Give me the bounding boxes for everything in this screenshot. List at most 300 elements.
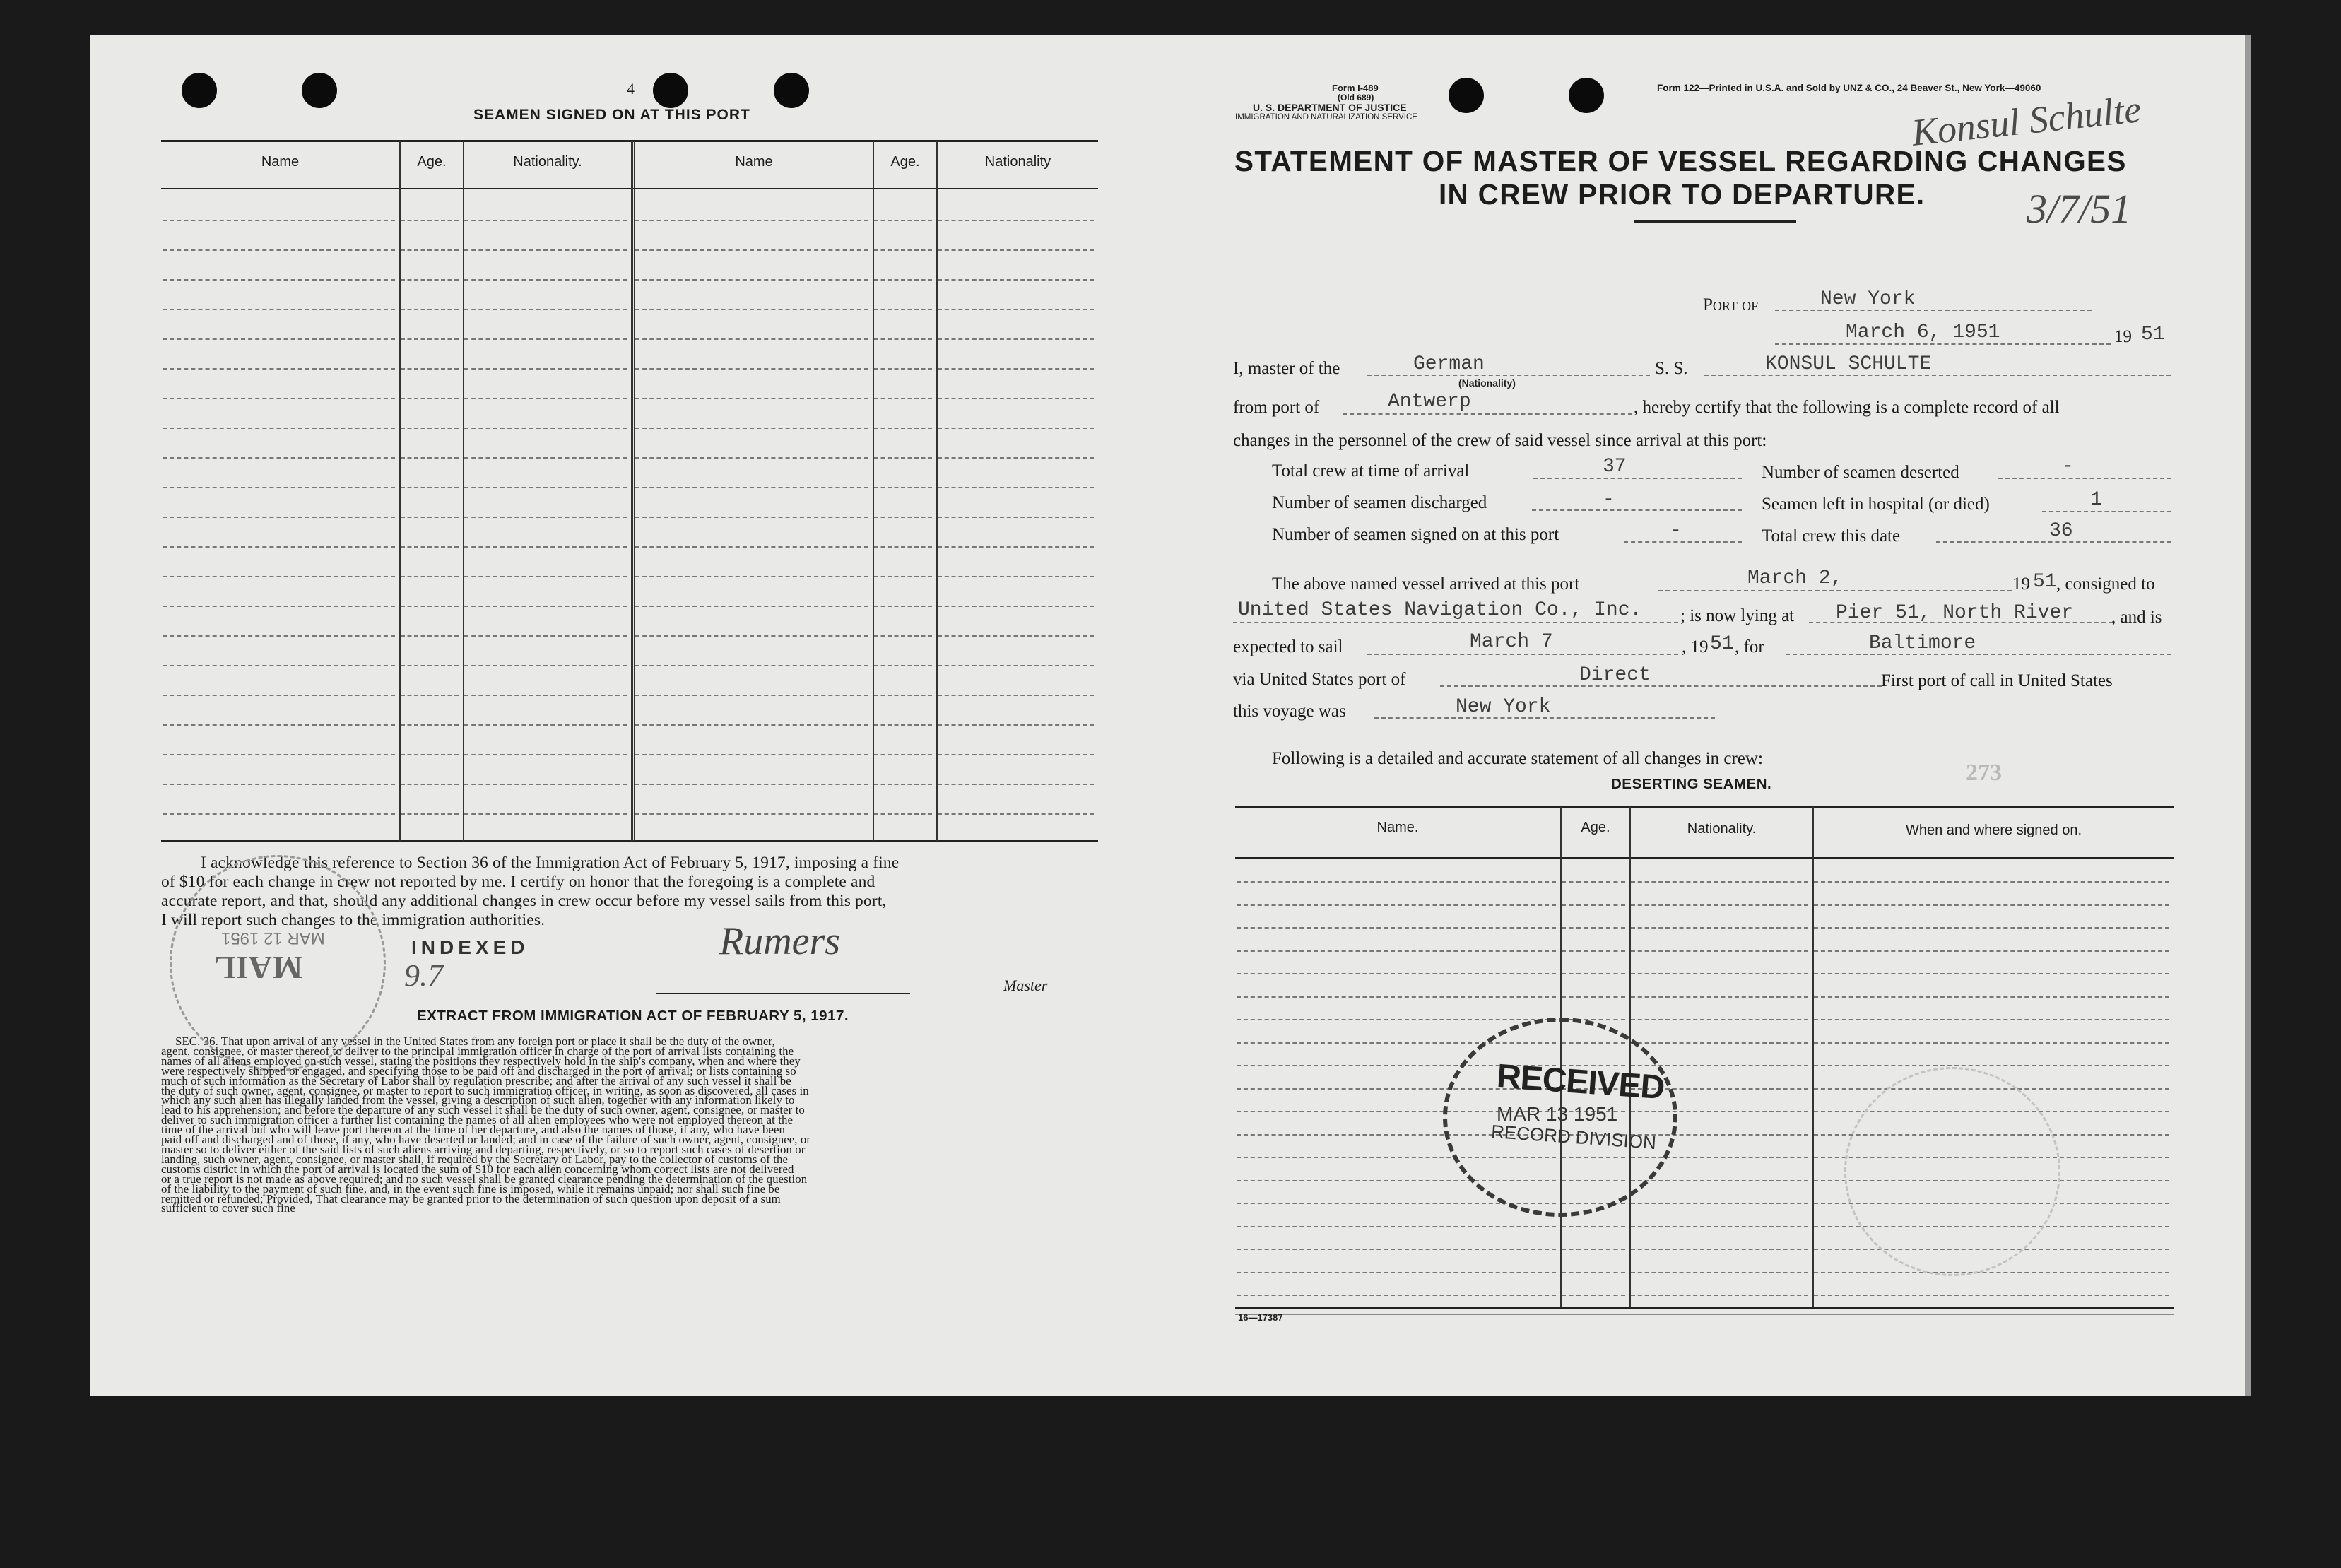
table-row-line [1562,904,1625,906]
extract-line: paid off and discharged and of those, if any, who have deserted or landed; and in case of the failure of such owner, agent, consignee, or [161,1133,811,1147]
deserting-col-signed-on: When and where signed on. [1905,823,2082,838]
table-row-line [401,546,459,548]
col-header-nationality: Nationality. [513,154,582,170]
table-row-line [1631,1042,1808,1044]
extract-line: remitted or refunded; Provided, That clearance may be granted prior to the determination of such question upon deposit of a sum [161,1191,781,1206]
table-row-line [1237,1295,1556,1296]
table-row-line [163,754,395,755]
table-row-line [938,754,1094,755]
extract-text [161,1034,1101,1215]
table-row-line [1814,904,2169,906]
received-stamp-title: RECEIVED [1495,1057,1665,1107]
nationality-caption: (Nationality) [1458,377,1516,389]
stat-hospital-label: Seamen left in hospital (or died) [1762,495,1990,514]
table-row-line [401,724,459,726]
table-row-line [635,220,868,221]
table-row-line [874,249,932,251]
table-row-line [1237,904,1556,906]
and-is-text: , and is [2111,608,2162,627]
col-divider [631,141,633,841]
table-row-line [163,635,395,637]
table-row-line [401,338,459,340]
table-row-line [464,428,627,429]
footer-code: 16—17387 [1238,1312,1283,1323]
stat-discharged-value[interactable]: - [1603,489,1615,511]
table-row-line [1562,881,1625,883]
stat-total-arrival-label: Total crew at time of arrival [1272,461,1470,481]
table-row-line [1814,1065,2169,1066]
indexed-mark: 9.7 [404,958,443,993]
service: IMMIGRATION AND NATURALIZATION SERVICE [1235,113,1417,122]
table-row-line [163,457,395,459]
table-row-line [874,279,932,281]
received-stamp [1443,1018,1677,1217]
col-header-nationality: Nationality [984,154,1051,170]
table-row-line [1631,1226,1808,1227]
table-row-line [874,546,932,548]
extract-line: customs district in which the port of arrival is located the sum of $10 for each alien concerning whom correct lists are not delivered [161,1162,794,1176]
extract-title: EXTRACT FROM IMMIGRATION ACT OF FEBRUARY 5, 1917. [417,1008,849,1024]
extract-line: time of the arrival but who will leave port thereon at the time of her departure, and also the names of those, if any, who have been [161,1123,786,1137]
stat-signed-on-label: Number of seamen signed on at this port [1272,525,1559,544]
table-row-line [938,635,1094,637]
table-row-line [1814,1019,2169,1020]
table-row-line [874,695,932,696]
expected-year[interactable]: 51 [1710,633,1734,655]
certify-text: , hereby certify that the following is a complete record of all [1634,398,2060,417]
table-row-line [1562,1295,1625,1296]
table-row-line [938,546,1094,548]
extract-line: which any such alien has illegally landed from the vessel, giving a description of such alien, together with any information likely to [161,1093,795,1107]
table-row-line [874,517,932,518]
via-label: via United States port of [1233,670,1406,689]
table-row-line [1631,881,1808,883]
ss-label: S. S. [1655,359,1688,378]
extract-line: names of all aliens employed on such vessel, stating the positions they respectively hold in the ship's company, when and where they [161,1054,801,1068]
table-row-line [635,517,868,518]
table-row-line [938,784,1094,785]
table-row-line [464,635,627,637]
table-row-line [163,517,395,518]
table-row-line [1814,996,2169,998]
col-divider [936,141,938,841]
deserting-header-rule [1235,857,2174,859]
table-row-line [163,576,395,577]
acknowledge-line: accurate report, and that, should any additional changes in crew occur before my vessel sails from this port, [161,892,887,910]
table-row-line [401,220,459,221]
table-row-line [938,724,1094,726]
table-row-line [1814,1295,2169,1296]
master-label: Master [1003,977,1048,994]
table-row-line [464,487,627,488]
master-signature: Rumers [719,919,841,963]
acknowledge-line: I will report such changes to the immigration authorities. [161,911,546,929]
table-row-line [874,665,932,666]
port-value[interactable]: New York [1820,288,1916,310]
table-row-line [635,695,868,696]
stat-field-line [1998,478,2171,479]
table-row-line [1237,1272,1556,1273]
table-row-line [874,338,932,340]
table-row-line [938,398,1094,399]
table-row-line [635,249,868,251]
footer-rule [1235,1314,2174,1315]
table-row-line [401,457,459,459]
extract-line: of the liability to the payment of such fine, and, in the event such fine is imposed, while it remains unpaid; nor shall such fine be [161,1181,780,1196]
stat-total-arrival-value[interactable]: 37 [1603,456,1627,478]
date-value[interactable]: March 6, 1951 [1846,322,2000,343]
form-title-line2: IN CREW PRIOR TO DEPARTURE. [1439,178,1926,211]
table-row-line [401,368,459,370]
table-row-line [401,517,459,518]
handwritten-ship: Konsul Schulte [1909,88,2143,154]
table-row-line [1631,1272,1808,1273]
extract-line: master so to deliver either of the said lists of such aliens arriving and departing, respectively, or so to report such cases of desertion or [161,1142,806,1156]
table-row-line [874,635,932,637]
table-row-line [938,220,1094,221]
table-row-line [1237,1226,1556,1227]
expected-value[interactable]: March 7 [1470,631,1553,653]
table-row-line [635,368,868,370]
table-row-line [1631,904,1808,906]
for-field-line [1786,654,2171,655]
extract-line: landing, such owner, agent, consignee, or master shall, if required by the Secretary of Labor, pay to the collector of customs of the [161,1152,789,1166]
arrived-label: The above named vessel arrived at this port [1272,574,1580,594]
table-row-line [464,784,627,785]
mail-stamp-date: MAR 12 1951 [221,929,325,948]
consignee-field-line [1233,622,1678,623]
table-row-line [635,606,868,607]
table-row-line [938,665,1094,666]
arrived-year[interactable]: 51 [2033,571,2057,593]
col-header-name: Name [261,154,300,170]
from-port-field-line [1343,413,1632,415]
table-row-line [874,368,932,370]
port-label: Port of [1703,295,1759,314]
table-row-line [938,368,1094,370]
table-row-line [874,428,932,429]
for-value[interactable]: Baltimore [1869,632,1976,654]
table-row-line [635,338,868,340]
arrived-field-line [1658,590,2012,591]
table-row-line [401,487,459,488]
table-row-line [1237,927,1556,929]
table-row-line [163,695,395,696]
table-row-line [401,754,459,755]
table-row-line [1631,1249,1808,1250]
punch-hole [182,73,217,108]
stat-hospital-value[interactable]: 1 [2090,489,2102,511]
title-underline [1634,220,1796,223]
table-row-line [464,457,627,459]
table-row-line [635,754,868,755]
table-row-line [1237,950,1556,952]
table-row-line [401,665,459,666]
table-row-line [163,398,395,399]
table-row-line [163,724,395,726]
ship-value[interactable]: KONSUL SCHULTE [1765,353,1932,375]
table-row-line [635,279,868,281]
arrived-value[interactable]: March 2, [1747,567,1843,589]
first-port-label: First port of call in United States [1881,671,2113,690]
table-row-line [401,398,459,399]
table-row-line [163,487,395,488]
table-row-line [874,309,932,310]
extract-line: lead to his apprehension; and before the departure of any such vessel it shall be the duty of such owner, agent, consignee, or master to [161,1103,805,1117]
table-row-line [1814,1042,2169,1044]
table-row-line [1814,927,2169,929]
stamped-number: 273 [1966,760,2002,786]
date-year-prefix: 19 [2114,327,2132,346]
table-row-line [938,487,1094,488]
table-row-line [635,487,868,488]
table-row-line [938,695,1094,696]
nationality-value[interactable]: German [1413,353,1485,375]
received-stamp-division: RECORD DIVISION [1490,1120,1657,1154]
table-row-line [635,635,868,637]
col-header-age: Age. [417,154,447,170]
this-voyage-label: this voyage was [1233,702,1346,721]
consigned-label: , consigned to [2056,574,2155,594]
this-voyage-value[interactable]: New York [1456,696,1551,718]
table-row-line [635,784,868,785]
table-row-line [464,606,627,607]
table-row-line [874,784,932,785]
stat-deserted-label: Number of seamen deserted [1762,463,1959,482]
table-row-line [635,813,868,815]
handwritten-date: 3/7/51 [2027,186,2132,232]
table-row-line [464,338,627,340]
table-row-line [163,309,395,310]
punch-hole [774,73,809,108]
table-row-line [464,813,627,815]
stat-deserted-value[interactable]: - [2062,456,2074,478]
table-row-line [163,249,395,251]
stat-total-date-value[interactable]: 36 [2049,520,2073,542]
master-prefix: I, master of the [1233,359,1340,378]
table-row-line [635,398,868,399]
table-row-line [938,249,1094,251]
stat-signed-on-value[interactable]: - [1670,520,1682,542]
table-row-line [401,309,459,310]
table-row-line [874,724,932,726]
table-row-line [1631,1019,1808,1020]
expected-year-prefix: , 19 [1682,637,1709,656]
table-row-line [1814,973,2169,974]
from-port-value[interactable]: Antwerp [1388,391,1471,413]
table-row-line [1562,1272,1625,1273]
table-row-line [401,784,459,785]
table-row-line [635,724,868,726]
left-title: SEAMEN SIGNED ON AT THIS PORT [473,107,750,123]
table-row-line [401,813,459,815]
table-row-line [163,813,395,815]
table-row-line [938,457,1094,459]
punch-hole [302,73,337,108]
stat-field-line [2042,511,2171,512]
acknowledge-line: of $10 for each change in crew not reported by me. I certify on honor that the foregoing is a complete and [161,873,875,891]
table-row-line [464,517,627,518]
table-row-line [635,309,868,310]
form-number: Form I-489 [1332,83,1379,93]
table-row-line [401,428,459,429]
consignee-value[interactable]: United States Navigation Co., Inc. [1238,599,1642,621]
table-row-line [1631,927,1808,929]
table-row-line [464,398,627,399]
table-row-line [938,428,1094,429]
table-row-line [464,220,627,221]
table-row-line [1237,973,1556,974]
punch-hole [653,73,688,108]
table-row-line [1237,1249,1556,1250]
printer-note: Form 122—Printed in U.S.A. and Sold by UNZ & CO., 24 Beaver St., New York—49060 [1657,83,2041,93]
mail-stamp-text: MAIL [214,950,303,986]
extract-line: or a true report is not made as above required; and no such vessel shall be granted clearance pending the determination of the question [161,1172,808,1186]
indexed-stamp: INDEXED [411,936,529,958]
table-row-line [401,606,459,607]
table-row-line [1562,996,1625,998]
form-title-line1: STATEMENT OF MASTER OF VESSEL REGARDING CHANGES [1234,145,2127,177]
stat-field-line [1533,478,1742,479]
expected-field-line [1367,654,1678,655]
deserting-title: DESERTING SEAMEN. [1611,776,1772,792]
table-row-line [874,754,932,755]
changes-text: changes in the personnel of the crew of said vessel since arrival at this port: [1233,431,1767,450]
via-field-line [1440,685,1882,687]
table-row-line [1631,1295,1808,1296]
table-row-line [401,635,459,637]
table-row-line [163,606,395,607]
col-divider [399,141,401,841]
nationality-field-line [1367,375,1650,376]
arrived-year-prefix: 19 [2012,574,2030,594]
table-row-line [163,279,395,281]
table-row-line [874,457,932,459]
extract-line: agent, consignee, or master thereof to deliver to the principal immigration officer in charge of the port of arrival lists containing the [161,1044,794,1058]
table-row-line [1562,950,1625,952]
table-row-line [163,546,395,548]
deserting-col-name: Name. [1376,820,1419,835]
table-row-line [464,368,627,370]
date-field-line [1775,343,2111,345]
deserting-col-age: Age. [1581,820,1610,835]
table-row-line [464,309,627,310]
table-row-line [464,279,627,281]
table-row-line [464,754,627,755]
extract-line: sufficient to cover such fine [161,1201,295,1215]
extract-line: SEC. 36. That upon arrival of any vessel in the United States from any foreign port or place it shall be the duty of the owner, [175,1034,775,1048]
table-bottom-rule [161,840,1098,842]
table-row-line [938,813,1094,815]
table-row-line [464,546,627,548]
table-row-line [401,279,459,281]
via-value[interactable]: Direct [1579,664,1651,686]
faint-stamp [1844,1067,2060,1276]
col-divider [873,141,874,841]
table-row-line [1237,1019,1556,1020]
table-row-line [464,724,627,726]
table-row-line [874,487,932,488]
table-row-line [1562,927,1625,929]
table-row-line [874,576,932,577]
deserting-table-bottom-rule [1235,1307,2174,1309]
table-row-line [635,576,868,577]
table-row-line [874,398,932,399]
table-row-line [1562,1249,1625,1250]
table-row-line [938,606,1094,607]
table-top-rule [161,140,1098,142]
sheet-edge [2245,35,2251,1396]
acknowledge-line: I acknowledge this reference to Section 36 of the Immigration Act of February 5, 1917, imposing a fine [201,854,900,872]
table-row-line [635,665,868,666]
col-header-name: Name [735,154,773,170]
table-row-line [401,249,459,251]
deserting-table-top-rule [1235,806,2174,808]
table-row-line [1631,950,1808,952]
table-row-line [1237,996,1556,998]
punch-hole [1449,78,1484,113]
expected-label: expected to sail [1233,637,1343,656]
lying-label: ; is now lying at [1680,606,1795,625]
table-row-line [464,695,627,696]
pier-value[interactable]: Pier 51, North River [1836,602,2074,624]
table-row-line [1631,996,1808,998]
table-row-line [635,428,868,429]
table-row-line [1562,1226,1625,1227]
signature-line [656,993,910,994]
table-row-line [874,220,932,221]
stat-field-line [1532,509,1742,511]
table-row-line [1237,881,1556,883]
stat-discharged-label: Number of seamen discharged [1272,493,1487,512]
stat-total-date-label: Total crew this date [1762,526,1901,546]
table-row-line [163,784,395,785]
table-row-line [938,279,1094,281]
department: U. S. DEPARTMENT OF JUSTICE [1253,102,1407,113]
table-row-line [1631,1180,1808,1181]
date-year[interactable]: 51 [2141,324,2165,346]
table-row-line [938,338,1094,340]
table-row-line [464,665,627,666]
table-row-line [635,457,868,459]
table-row-line [1814,950,2169,952]
table-row-line [938,309,1094,310]
table-row-line [635,546,868,548]
table-row-line [1631,973,1808,974]
table-row-line [464,249,627,251]
extract-line: the duty of such owner, agent, consignee, or master to report to such immigration officer, in writing, as soon as discovered, all cases in [161,1083,809,1097]
stat-field-line [1624,541,1742,543]
following-text: Following is a detailed and accurate statement of all changes in crew: [1272,749,1763,768]
table-row-line [938,576,1094,577]
for-label: , for [1735,637,1764,656]
extract-line: were respectively shipped or engaged, and specifying those to be paid off and discharged in the port of arrival; or lists containing so [161,1063,796,1078]
table-row-line [163,338,395,340]
table-row-line [163,220,395,221]
table-row-line [163,428,395,429]
table-row-line [163,368,395,370]
extract-line: deliver to such immigration officer a further list containing the names of all alien employees who were not employed thereon at the [161,1113,793,1127]
table-row-line [1814,1272,2169,1273]
table-row-line [1631,1203,1808,1204]
table-row-line [401,576,459,577]
table-row-line [874,606,932,607]
table-row-line [1562,973,1625,974]
from-port-label: from port of [1233,398,1320,417]
table-row-line [1814,881,2169,883]
col-header-age: Age. [890,154,920,170]
table-row-line [401,695,459,696]
